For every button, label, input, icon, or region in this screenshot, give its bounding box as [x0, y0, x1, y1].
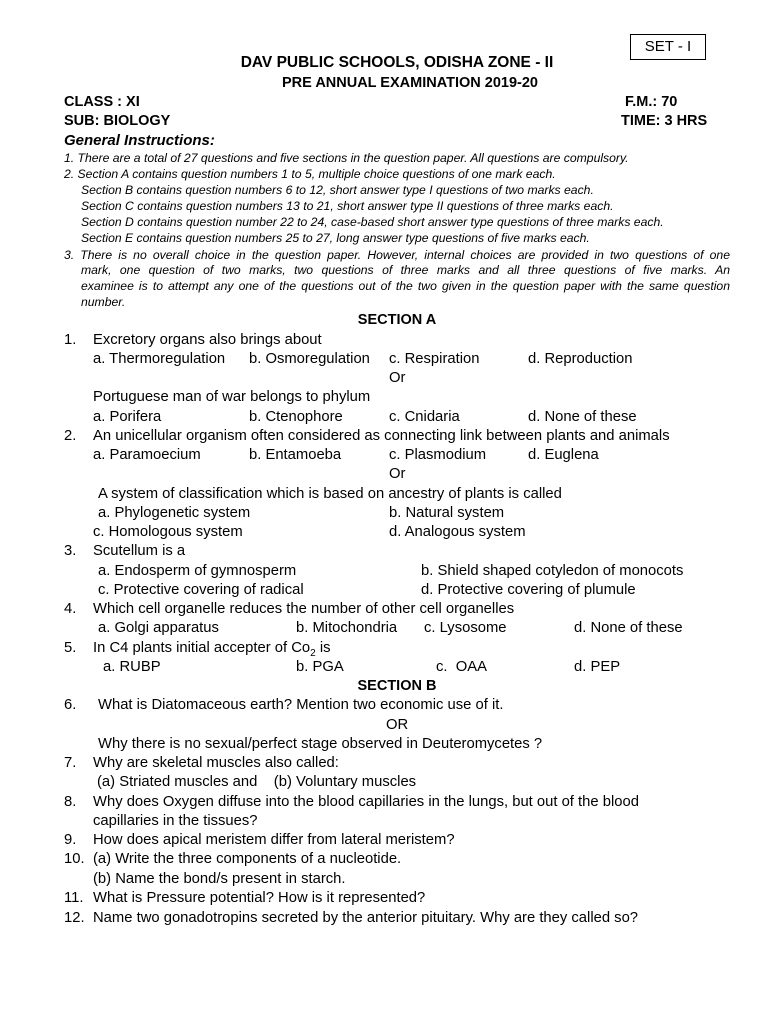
- question-number: 7.: [64, 755, 77, 771]
- question-text: What is Pressure potential? How is it represented?: [93, 890, 426, 906]
- option: b. Natural system: [389, 505, 505, 521]
- question-text: capillaries in the tissues?: [93, 813, 258, 829]
- question-number: 4.: [64, 601, 77, 617]
- option: a. Thermoregulation: [93, 351, 226, 367]
- question-text: An unicellular organism often considered as connecting link between plants and animals: [93, 428, 670, 444]
- question-number: 11.: [64, 890, 84, 906]
- option: c. Cnidaria: [389, 409, 460, 425]
- option: b. Entamoeba: [249, 447, 342, 463]
- option: c. OAA: [436, 659, 487, 675]
- option: d. Reproduction: [528, 351, 633, 367]
- option: d. None of these: [528, 409, 637, 425]
- instruction-line: Section E contains question numbers 25 to 27, long answer type questions of five marks each.: [81, 231, 590, 245]
- time-label: TIME: 3 HRS: [621, 113, 708, 129]
- instructions-heading: General Instructions:: [64, 132, 215, 149]
- question-text: Excretory organs also brings about: [93, 332, 322, 348]
- exam-title: PRE ANNUAL EXAMINATION 2019-20: [282, 75, 538, 91]
- option: a. RUBP: [103, 659, 161, 675]
- option: d. PEP: [574, 659, 621, 675]
- option: d. Euglena: [528, 447, 599, 463]
- question-number: 9.: [64, 832, 77, 848]
- section-a-title: SECTION A: [357, 312, 437, 328]
- option: b. PGA: [296, 659, 344, 675]
- or-separator: Or: [389, 466, 406, 482]
- question-text: Which cell organelle reduces the number of other cell organelles: [93, 601, 515, 617]
- option: b. Mitochondria: [296, 620, 398, 636]
- option: a. Phylogenetic system: [98, 505, 251, 521]
- instruction-line: 1. There are a total of 27 questions and five sections in the question paper. All questions are compulsory.: [64, 151, 629, 165]
- question-number: 2.: [64, 428, 77, 444]
- question-text: [93, 640, 331, 659]
- option: b. Osmoregulation: [249, 351, 370, 367]
- full-marks: F.M.: 70: [625, 94, 678, 110]
- option: a. Golgi apparatus: [98, 620, 219, 636]
- option: a. Paramoecium: [93, 447, 201, 463]
- option: c. Protective covering of radical: [98, 582, 304, 598]
- question-text-part: is: [315, 640, 331, 656]
- option: a. Porifera: [93, 409, 162, 425]
- instruction-line: Section C contains question numbers 13 to 21, short answer type II questions of three marks each.: [81, 199, 614, 213]
- class-label: CLASS : XI: [64, 94, 140, 110]
- question-text: Scutellum is a: [93, 543, 186, 559]
- option: d. None of these: [574, 620, 683, 636]
- option: d. Analogous system: [389, 524, 526, 540]
- question-number: 10.: [64, 851, 85, 867]
- option: b. Ctenophore: [249, 409, 343, 425]
- instruction-line: Section D contains question number 22 to 24, case-based short answer type questions of three marks each.: [81, 215, 664, 229]
- instruction-line: Section B contains question numbers 6 to 12, short answer type I questions of two marks each.: [81, 183, 594, 197]
- subscript: 2: [310, 647, 316, 659]
- option: c. Respiration: [389, 351, 480, 367]
- or-separator: Or: [389, 370, 406, 386]
- question-text: What is Diatomaceous earth? Mention two economic use of it.: [98, 697, 504, 713]
- question-text: Portuguese man of war belongs to phylum: [93, 389, 371, 405]
- question-subparts: (a) Striated muscles and (b) Voluntary muscles: [97, 774, 417, 790]
- question-text: Why are skeletal muscles also called:: [93, 755, 339, 771]
- option: a. Endosperm of gymnosperm: [98, 563, 297, 579]
- instruction-line: examinee is to attempt any one of the questions out of the two given in the question paper with the same question: [81, 279, 730, 293]
- instruction-line: 2. Section A contains question numbers 1 to 5, multiple choice questions of one mark each.: [64, 167, 556, 181]
- question-text-part: In C4 plants initial accepter of Co: [93, 640, 311, 656]
- option: c. Lysosome: [424, 620, 507, 636]
- question-text: How does apical meristem differ from lateral meristem?: [93, 832, 455, 848]
- option: c. Plasmodium: [389, 447, 487, 463]
- question-number: 5.: [64, 640, 77, 656]
- school-title: DAV PUBLIC SCHOOLS, ODISHA ZONE - II: [240, 54, 554, 71]
- question-text: A system of classification which is based on ancestry of plants is called: [98, 486, 562, 502]
- set-label: SET - I: [630, 34, 706, 60]
- question-text: (a) Write the three components of a nucleotide.: [93, 851, 402, 867]
- option: d. Protective covering of plumule: [421, 582, 636, 598]
- question-number: 3.: [64, 543, 77, 559]
- option: c. Homologous system: [93, 524, 243, 540]
- question-number: 12.: [64, 910, 85, 926]
- question-number: 6.: [64, 697, 77, 713]
- question-text: Name two gonadotropins secreted by the anterior pituitary. Why are they called so?: [93, 910, 639, 926]
- question-text: Why there is no sexual/perfect stage observed in Deuteromycetes ?: [98, 736, 543, 752]
- question-number: 8.: [64, 794, 77, 810]
- or-separator: OR: [386, 717, 409, 733]
- question-number: 1.: [64, 332, 77, 348]
- instruction-line: 3. There is no overall choice in the question paper. However, internal choices are provided in two questions of one: [64, 248, 730, 262]
- question-text: (b) Name the bond/s present in starch.: [93, 871, 346, 887]
- question-text: Why does Oxygen diffuse into the blood capillaries in the lungs, but out of the blood: [93, 794, 639, 810]
- instruction-line: number.: [81, 295, 126, 309]
- option: b. Shield shaped cotyledon of monocots: [421, 563, 684, 579]
- section-b-title: SECTION B: [357, 678, 437, 694]
- instruction-line: mark, one question of two marks, two questions of three marks and all three questions of five marks. An: [81, 263, 730, 277]
- subject-label: SUB: BIOLOGY: [64, 113, 171, 129]
